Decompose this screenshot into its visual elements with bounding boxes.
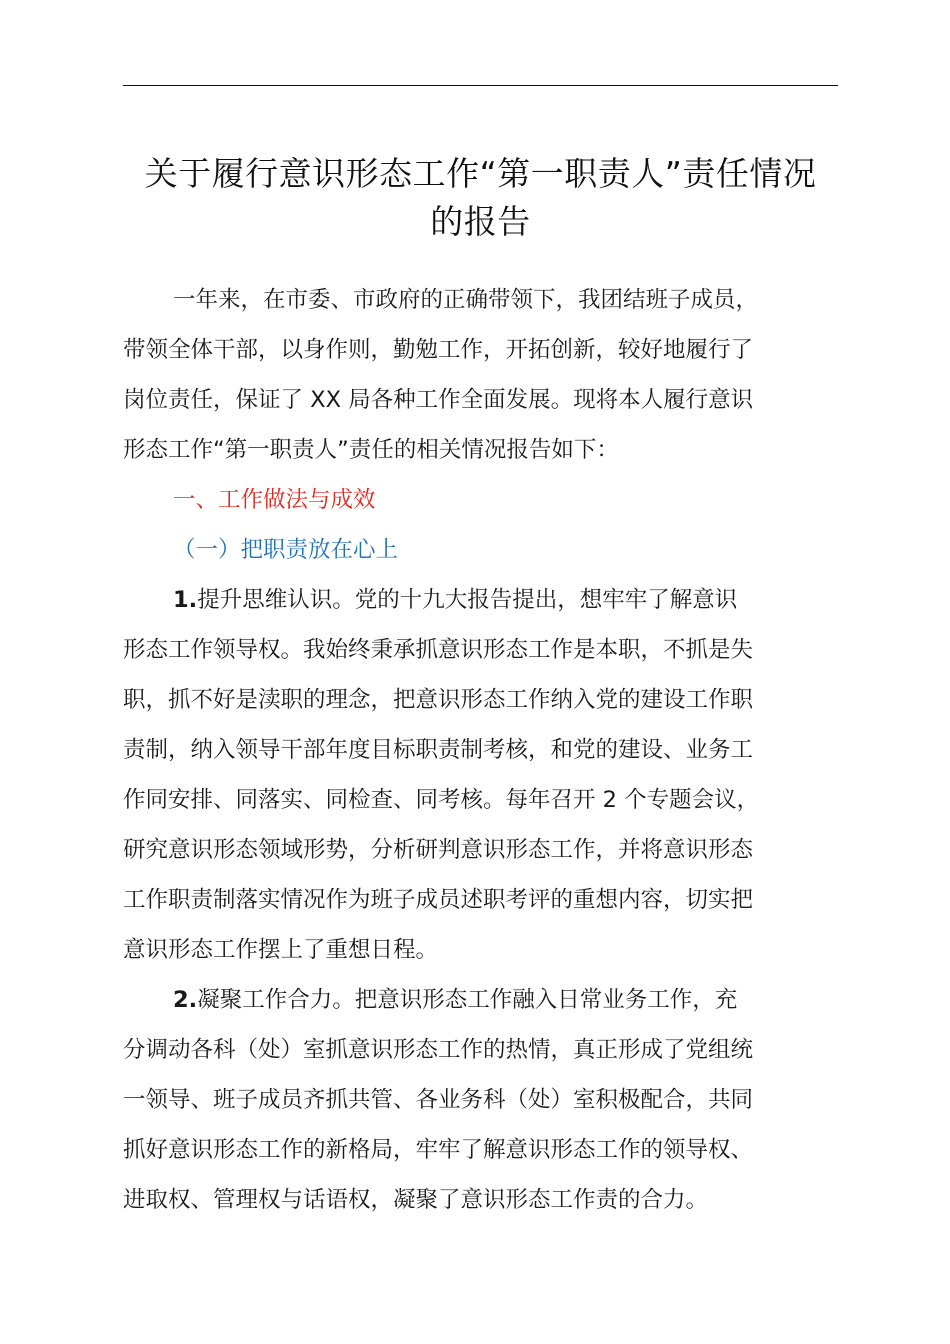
item-1-line: 责制，纳入领导干部年度目标职责制考核，和党的建设、业务工 (123, 737, 754, 763)
item-1-line: 作同安排、同落实、同检查、同考核。每年召开 2 个专题会议， (123, 787, 760, 813)
title-line: 的报告 (430, 202, 531, 241)
document-body (123, 275, 838, 1225)
item-1-line: 职，抓不好是渎职的理念，把意识形态工作纳入党的建设工作职 (123, 687, 754, 713)
item-2-number: 2. (173, 987, 198, 1013)
intro-line: 形态工作“第一职责人”责任的相关情况报告如下： (123, 437, 619, 463)
item-1-text: 提升思维认识。党的十九大报告提出，想牢牢了解意识 (197, 587, 738, 613)
item-2-line: 分调动各科（处）室抓意识形态工作的热情，真正形成了党组统 (123, 1037, 754, 1063)
intro-line: 一年来，在市委、市政府的正确带领下，我团结班子成员， (173, 287, 759, 313)
item-2-first-line (123, 975, 838, 1025)
item-1-number: 1. (173, 587, 198, 613)
section-heading-1: 一、工作做法与成效 (173, 487, 376, 513)
item-2-line: 抓好意识形态工作的新格局，牢牢了解意识形态工作的领导权、 (123, 1137, 754, 1163)
title-line: 关于履行意识形态工作“第一职责人”责任情况 (144, 154, 817, 193)
item-1-line: 研究意识形态领域形势，分析研判意识形态工作，并将意识形态 (123, 837, 754, 863)
subsection-heading: （一）把职责放在心上 (173, 537, 399, 563)
item-2-line: 一领导、班子成员齐抓共管、各业务科（处）室积极配合，共同 (123, 1087, 754, 1113)
item-1-line: 形态工作领导权。我始终秉承抓意识形态工作是本职，不抓是失 (123, 637, 754, 663)
item-2-text: 凝聚工作合力。把意识形态工作融入日常业务工作，充 (197, 987, 738, 1013)
intro-line: 岗位责任，保证了 XX 局各种工作全面发展。现将本人履行意识 (123, 387, 754, 413)
intro-line: 带领全体干部，以身作则，勤勉工作，开拓创新，较好地履行了 (123, 337, 754, 363)
item-1-line: 工作职责制落实情况作为班子成员述职考评的重想内容，切实把 (123, 887, 754, 913)
item-1-first-line (123, 575, 838, 625)
document-title (118, 150, 843, 246)
item-1-line: 意识形态工作摆上了重想日程。 (123, 937, 439, 963)
item-2-line: 进取权、管理权与话语权，凝聚了意识形态工作责的合力。 (123, 1187, 709, 1213)
header-rule (123, 85, 838, 86)
